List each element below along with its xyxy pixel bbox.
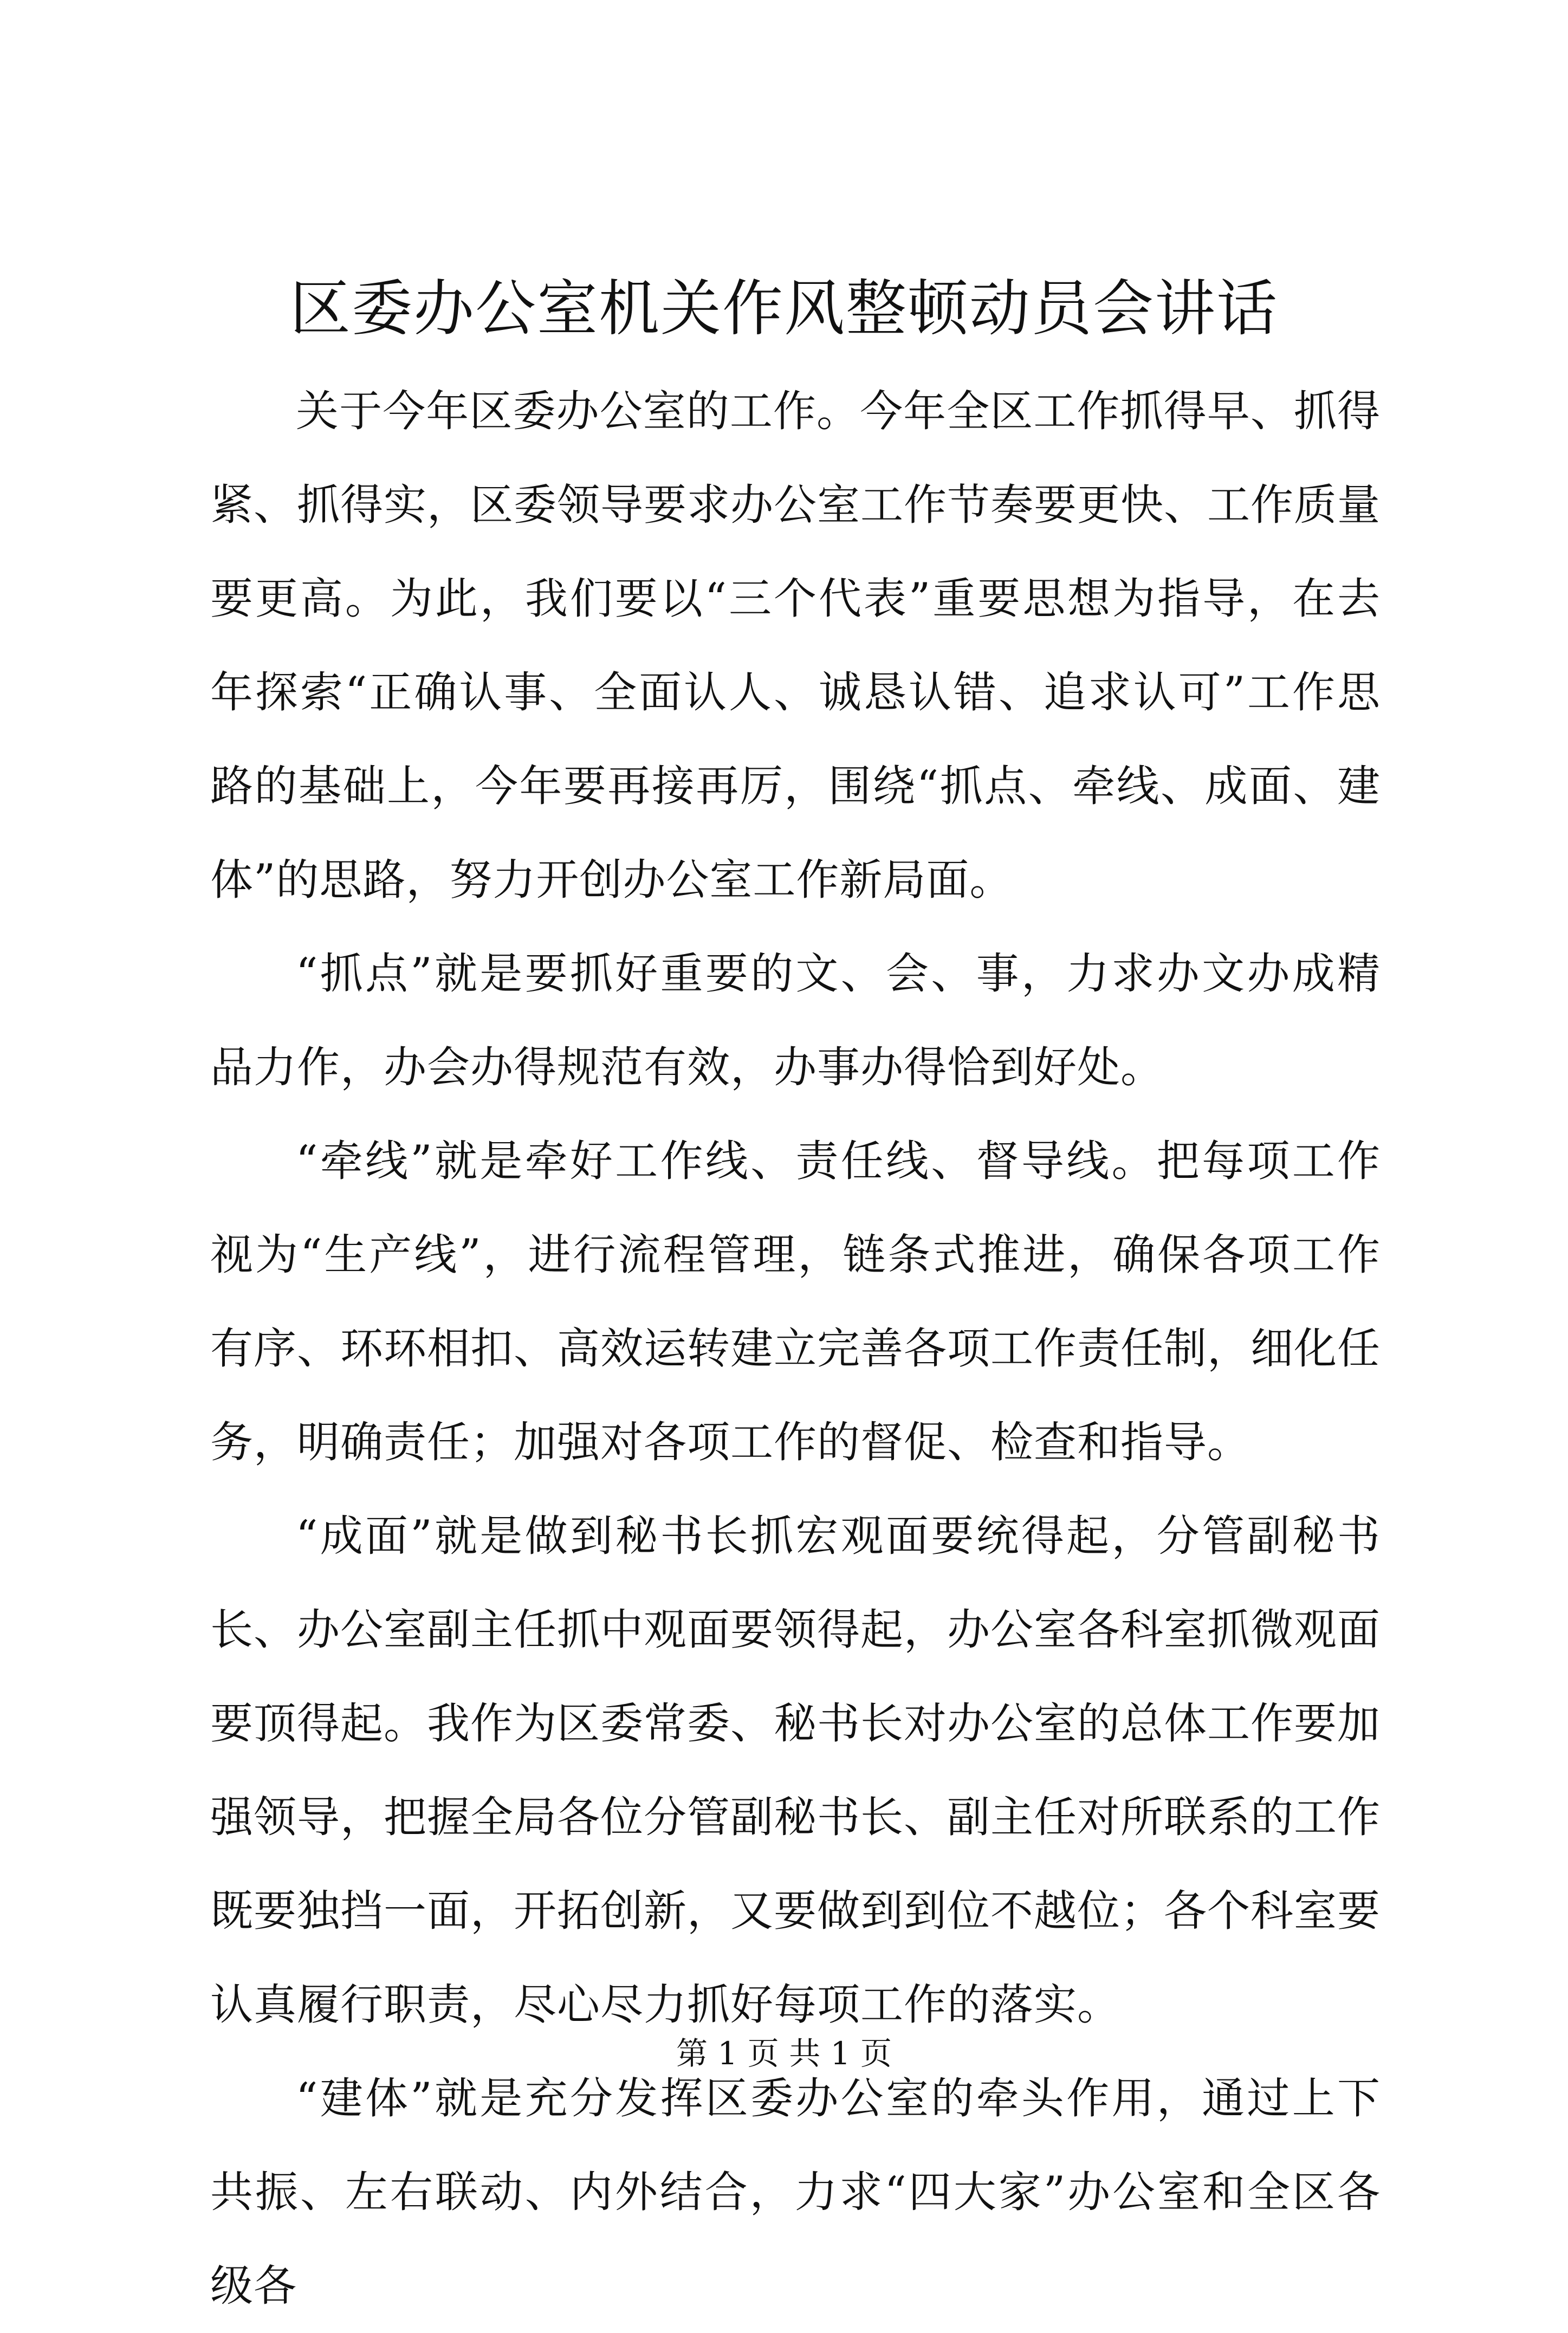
paragraph-2: “抓点”就是要抓好重要的文、会、事，力求办文办成精品力作，办会办得规范有效，办事办得恰到好处。 — [210, 949, 1381, 1092]
paragraph-5: “建体”就是充分发挥区委办公室的牵头作用，通过上下共振、左右联动、内外结合，力求“四大家”办公室和全区各级各 — [210, 2073, 1381, 2311]
paragraph-3: “牵线”就是牵好工作线、责任线、督导线。把每项工作视为“生产线”，进行流程管理，链条式推进，确保各项工作有序、环环相扣、高效运转建立完善各项工作责任制，细化任务，明确责任；加强对各项工作的督促、检查和指导。 — [210, 1136, 1381, 1467]
page-footer: 第 1 页 共 1 页 — [676, 2035, 892, 2072]
paragraph-4: “成面”就是做到秘书长抓宏观面要统得起，分管副秘书长、办公室副主任抓中观面要领得起，办公室各科室抓微观面要顶得起。我作为区委常委、秘书长对办公室的总体工作要加强领导，把握全局各位分管副秘书长、副主任对所联系的工作既要独挡一面，开拓创新，又要做到到位不越位；各个科室要认真履行职责，尽心尽力抓好每项工作的落实。 — [210, 1511, 1381, 2030]
document-title: 区委办公室机关作风整顿动员会讲话 — [290, 274, 1278, 344]
paragraph-1: 关于今年区委办公室的工作。今年全区工作抓得早、抓得紧、抓得实，区委领导要求办公室工作节奏要更快、工作质量要更高。为此，我们要以“三个代表”重要思想为指导，在去年探索“正确认事、全面认人、诚恳认错、追求认可”工作思路的基础上，今年要再接再厉，围绕“抓点、牵线、成面、建体”的思路，努力开创办公室工作新局面。 — [210, 386, 1381, 905]
